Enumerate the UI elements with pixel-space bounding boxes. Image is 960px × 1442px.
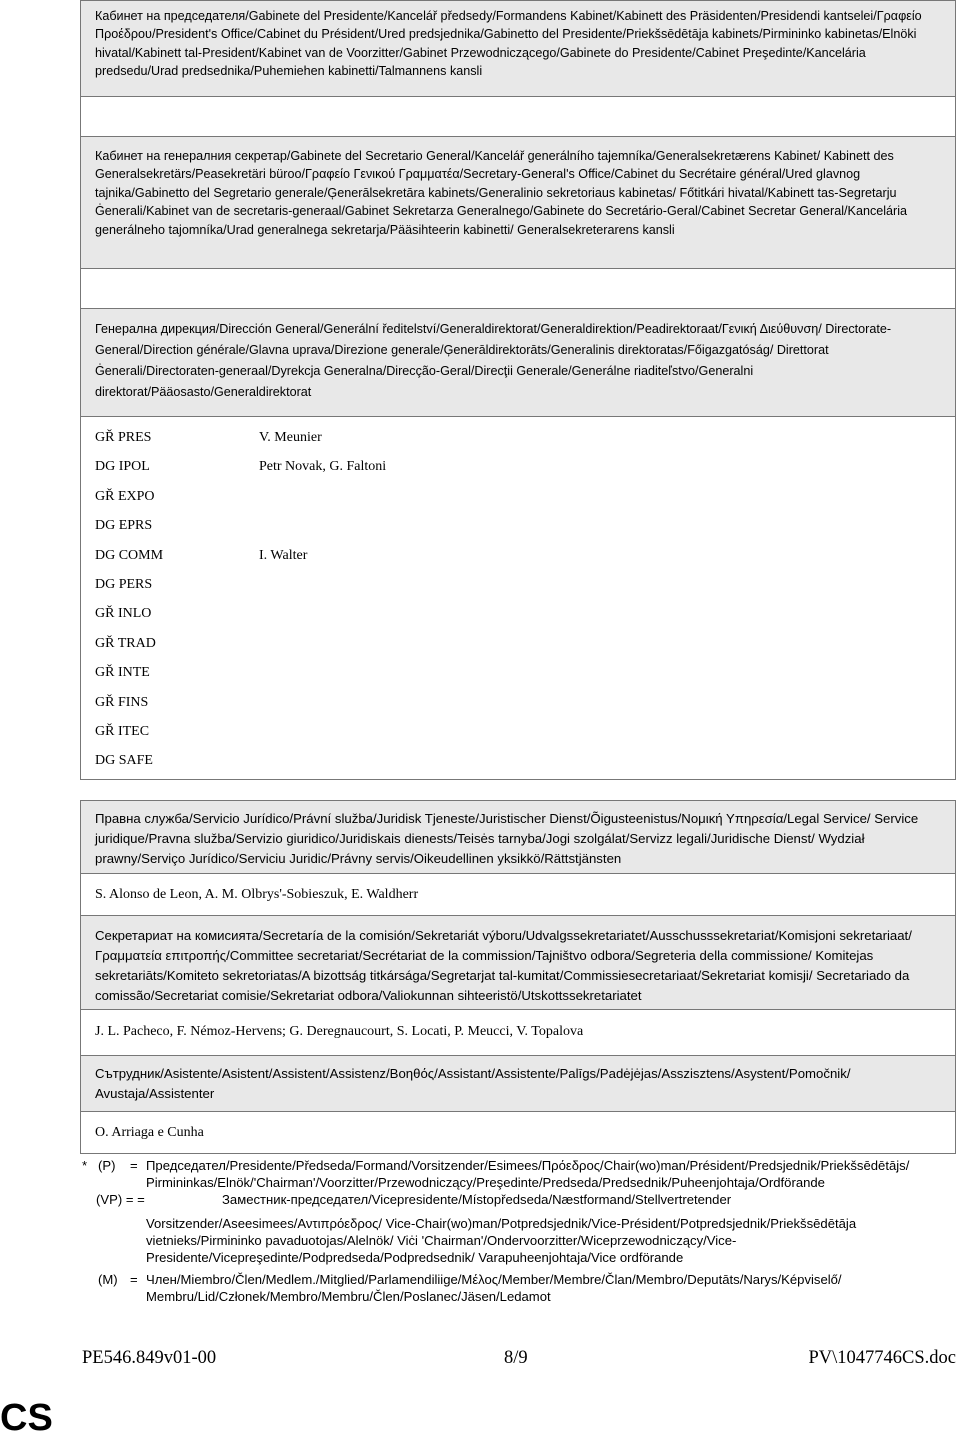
footer-doc-ref: PE546.849v01-00 [82,1348,217,1368]
footnote-p-text: Председател/Presidente/Předseda/Formand/Vorsitzender/Esimees/Πρόεδρος/Chair(wo)man/Président/Predsjednik/Priekšsēdētājs/ Pirmininkas/Elnök/'Chairman'/Voorzitter/Przewodniczący/Preşedinte/Predseda/Predsednik/Puheenjohtaja/Ordförande [146,1158,910,1190]
footnote-vp-key: (VP) = = [96,1192,145,1207]
dg-names: V. Meunier [259,430,322,445]
dg-names [259,746,386,775]
dg-code: GŘ INTE [95,665,150,681]
dg-names [259,599,386,628]
president-cabinet-box [80,0,956,97]
footnote-p-eq: = [130,1158,138,1173]
footnote-m-key: (M) [98,1272,118,1287]
dg-code: GŘ TRAD [95,635,156,651]
dg-table [80,417,956,780]
dg-names-column [259,423,386,776]
dg-code: DG IPOL [95,459,150,475]
dg-code: DG EPRS [95,518,153,534]
directorate-general-label: Генерална дирекция/Dirección General/Generální ředitelství/Generaldirektorat/Generaldirektion/Peadirektoraat/Γενική Διεύθυνση/ Directorate-General/Direction générale/Glavna uprava/Direzione generale/Ģenerāldirektorāts/Generalinis direktoratas/Főigazgatóság/ Direttorat Ġenerali/Directoraten-generaal/Dyrekcja Generalna/Direcção-Geral/Direcţii Generale/Generálne riaditeľstvo/Generalni direktorat/Pääosasto/Generaldirektorat [95,322,892,399]
dg-code: GŘ INLO [95,606,152,622]
dg-names [259,629,386,658]
legal-service-label: Правна служба/Servicio Jurídico/Právní služba/Juridisk Tjeneste/Juristischer Dienst/Õigusteenistus/Νομική Υπηρεσία/Legal Service/ Service juridique/Pravna služba/Servizio giuridico/Juridiskais dienests/Teisės tarnyba/Jogi szolgálat/Servizz legali/Juridische Dienst/ Wydział prawny/Serviço Jurídico/Serviciu Juridic/Právny servis/Oikeudellinen yksikkö/Rättstjänsten [95,811,919,866]
dg-names [259,717,386,746]
president-cabinet-names-box [80,97,956,137]
assistant-names: O. Arriaga e Cunha [95,1125,204,1140]
committee-secretariat-names: J. L. Pacheco, F. Némoz-Hervens; G. Deregnaucourt, S. Locati, P. Meucci, V. Topalova [95,1024,584,1039]
legal-service-names: S. Alonso de Leon, A. M. Olbrys'-Sobieszuk, E. Waldherr [95,887,419,902]
legal-service-names-box [80,874,956,916]
language-code: CS [0,1397,53,1439]
dg-names [259,658,386,687]
footnote-p-key: (P) [98,1158,116,1173]
dg-code: DG COMM [95,547,164,563]
dg-names: Petr Novak, G. Faltoni [259,459,387,475]
footnote-m-text: Член/Miembro/Člen/Medlem./Mitglied/Parlamendiliige/Μέλος/Member/Membre/Član/Membro/Deputāts/Narys/Képviselő/ Membru/Lid/Członek/Membro/Membru/Člen/Poslanec/Jäsen/Ledamot [146,1272,842,1304]
dg-names [259,570,386,599]
dg-names: I. Walter [259,547,308,563]
secretary-general-label: Кабинет на генералния секретар/Gabinete del Secretario General/Kancelář generálního tajemníka/Generalsekretærens Kabinet/ Kabinett des Generalsekretärs/Peasekretäri büroo/Γραφείο Γενικού Γραμματέα/Secretary-General's Office/Cabinet du Secrétaire général/Ured glavnog tajnika/Gabinetto del Segretario generale/Ģenerālsekretāra kabinets/Generalinio sekretoriaus kabinetas/ Főtitkári hivatal/Kabinett tas-Segretarju Ġenerali/Kabinet van de secretaris-generaal/Gabinet Sekretarza Generalnego/Gabinete do Secretário-Geral/Cabinet Secretar General/Kancelária generálneho tajomníka/Urad generalnega sekretarja/Pääsihteerin kabinetti/ Generalsekreterarens kansli [95,149,908,237]
legal-service-box [80,800,956,874]
footer-file-ref: PV\1047746CS.doc [808,1348,956,1368]
dg-code: DG PERS [95,576,153,592]
secretary-general-box [80,137,956,269]
dg-code: GŘ ITEC [95,723,150,739]
secretary-general-names-box [80,269,956,309]
footer-page-number: 8/9 [504,1348,528,1368]
committee-secretariat-names-box [80,1010,956,1056]
dg-code: GŘ EXPO [95,488,155,504]
committee-secretariat-label: Секретариат на комисията/Secretaría de la comisión/Sekretariát výboru/Udvalgssekretariatet/Ausschusssekretariat/Komisjoni sekretariaat/Γραμματεία επιτροπής/Committee secretariat/Secrétariat de la commission/Tajništvo odbora/Segreteria della commissione/ Komitejas sekretariāts/Komiteto sekretoriatas/A bizottság titkársága/Segretarjat tal-kumitat/Commissiesecretariaat/Sekretariat komisji/ Secretariado da comissão/Secretariat comisie/Sekretariat odbora/Valiokunnan sihteeristö/Utskottssekretariatet [95,928,912,1003]
assistant-names-box [80,1112,956,1154]
dg-names [259,482,386,511]
footnote-star: * [82,1158,88,1173]
dg-names [259,511,386,540]
committee-secretariat-box [80,916,956,1010]
dg-code: DG SAFE [95,753,153,769]
dg-code: GŘ PRES [95,430,152,445]
footnote-m-eq: = [130,1272,138,1287]
assistant-label: Сътрудник/Asistente/Asistent/Assistent/Assistenz/Βοηθός/Assistant/Assistente/Palīgs/Padėjėjas/Asszisztens/Asystent/Pomočnik/ Avustaja/Assistenter [95,1066,851,1101]
directorate-general-box [80,309,956,417]
footnote-vp-text-2: Vorsitzender/Aseesimees/Αντιπρόεδρος/ Vice-Chair(wo)man/Potpredsjednik/Vice-Président/Potpredsjednik/Priekšsēdētāja vietnieks/Pirmininko pavaduotojas/Alelnök/ Viċi 'Chairman'/Ondervoorzitter/Wiceprzewodniczący/Vice-Presidente/Vicepreşedinte/Podpredseda/Podpredsednik/ Varapuheenjohtaja/Vice ordförande [146,1216,857,1265]
dg-names [259,688,386,717]
president-cabinet-label: Кабинет на председателя/Gabinete del Presidente/Kancelář předsedy/Formandens Kabinet/Kabinett des Präsidenten/Presidendi kantselei/Γραφείο Προέδρου/President's Office/Cabinet du Président/Ured predsjednika/Gabinetto del Presidente/Priekšsēdētāja kabinets/Pirmininko kabinetas/Elnöki hivatal/Kabinett tal-President/Kabinet van de Voorzitter/Gabinet Przewodniczącego/Gabinete do Presidente/Cabinet Preşedinte/Kancelária predsedu/Urad predsednika/Puhemiehen kabinetti/Talmannens kansli [95,9,922,79]
dg-code-column [95,423,163,776]
assistant-box [80,1056,956,1112]
dg-code: GŘ FINS [95,694,149,710]
footnote-vp-text-1: Заместник-председател/Vicepresidente/Místopředseda/Næstformand/Stellvertretender [222,1192,732,1207]
